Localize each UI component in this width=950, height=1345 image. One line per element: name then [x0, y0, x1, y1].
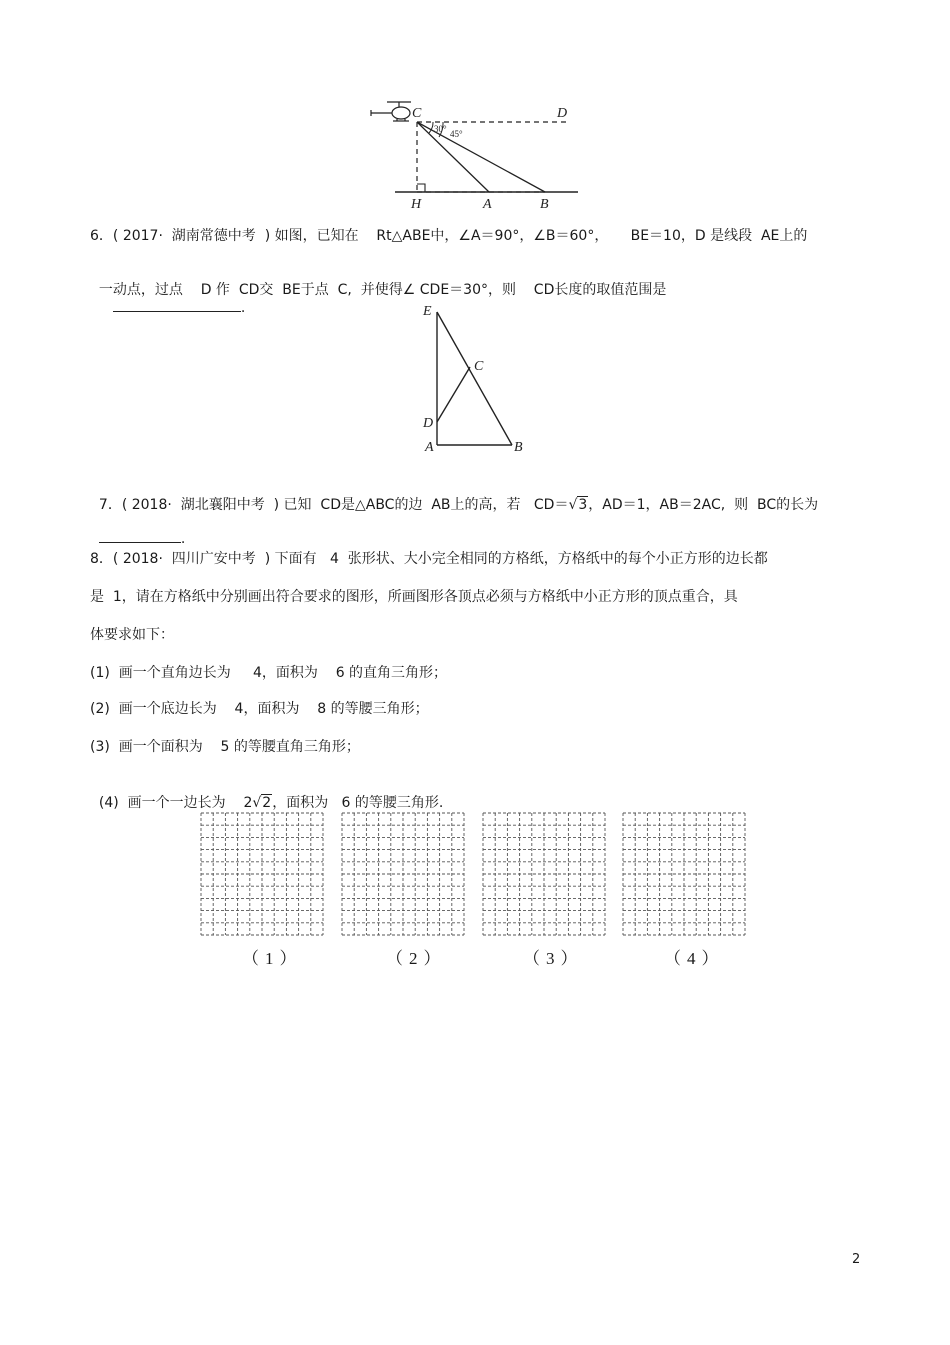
grid-label-2: （2）	[386, 949, 447, 968]
q7-line1	[90, 478, 818, 514]
q6-line2-text: 一动点，过点 D 作 CD交 BE于点 C, 并使得∠ CDE＝30°，则 CD长度的取值范围是	[98, 282, 667, 298]
grid-label-1: （1）	[242, 949, 303, 968]
q8-item4-rest: ，面积为 6 的等腰三角形.	[272, 795, 444, 811]
point-e-label: E	[423, 304, 432, 319]
q8-item4	[90, 776, 443, 812]
q6-line2-end: .	[240, 300, 246, 316]
point-c-label: C	[474, 359, 484, 374]
q8-item4-text: (4) 画一个一边长为 2	[98, 795, 253, 811]
q8-item2: (2) 画一个底边长为 4，面积为 8 的等腰三角形；	[90, 701, 429, 717]
grid-paper-2[interactable]	[341, 812, 465, 936]
point-c-label: C	[412, 106, 422, 121]
angle-30-label: 30°	[434, 124, 447, 134]
q8-item3: (3) 画一个面积为 5 的等腰直角三角形；	[90, 739, 360, 755]
grid-paper-3[interactable]	[482, 812, 606, 936]
q8-line3: 体要求如下：	[90, 627, 174, 643]
q7-line1-rest: ，AD＝1，AB＝2AC, 则 BC的长为	[588, 497, 819, 513]
q8-line1: 8．( 2018· 四川广安中考 ) 下面有 4 张形状、大小完全相同的方格纸，方格纸中的每个小正方形的边长都	[90, 551, 768, 567]
grid-label-4: （4）	[664, 949, 725, 968]
q6-line2	[90, 263, 666, 317]
point-h-label: H	[411, 197, 422, 212]
q6-answer-blank[interactable]	[113, 311, 241, 312]
q8-sqrt: √2	[252, 795, 272, 811]
point-a-label: A	[425, 440, 434, 455]
grid-paper-4[interactable]	[622, 812, 746, 936]
point-b-label: B	[514, 440, 523, 455]
q6-line1: 6．( 2017· 湖南常德中考 ) 如图，已知在 Rt△ABE中，∠A＝90°，∠B＝60°， BE＝10，D 是线段 AE上的	[90, 228, 808, 244]
q7-sqrt: √3	[568, 497, 588, 513]
q7-line2	[90, 512, 185, 548]
q7-line2-end: .	[180, 531, 186, 547]
q8-line2: 是 1，请在方格纸中分别画出符合要求的图形，所画图形各顶点必须与方格纸中小正方形的顶点重合，具	[90, 589, 738, 605]
q7-line1-text: 7．( 2018· 湖北襄阳中考 ) 已知 CD是△ABC的边 AB上的高，若 CD＝	[98, 497, 569, 513]
point-a-label: A	[483, 197, 492, 212]
page-number: 2	[852, 1252, 861, 1267]
helicopter-angle-figure	[365, 95, 585, 215]
triangle-abe-figure	[415, 300, 535, 460]
q7-answer-blank[interactable]	[99, 542, 181, 543]
grid-label-3: （3）	[523, 949, 584, 968]
point-b-label: B	[540, 197, 549, 212]
q8-item1: (1) 画一个直角边长为 4，面积为 6 的直角三角形；	[90, 665, 448, 681]
point-d-label: D	[557, 106, 568, 121]
helicopter-icon	[371, 102, 411, 121]
point-d-label: D	[423, 416, 434, 431]
grid-paper-1[interactable]	[200, 812, 324, 936]
angle-45-label: 45°	[450, 129, 463, 139]
